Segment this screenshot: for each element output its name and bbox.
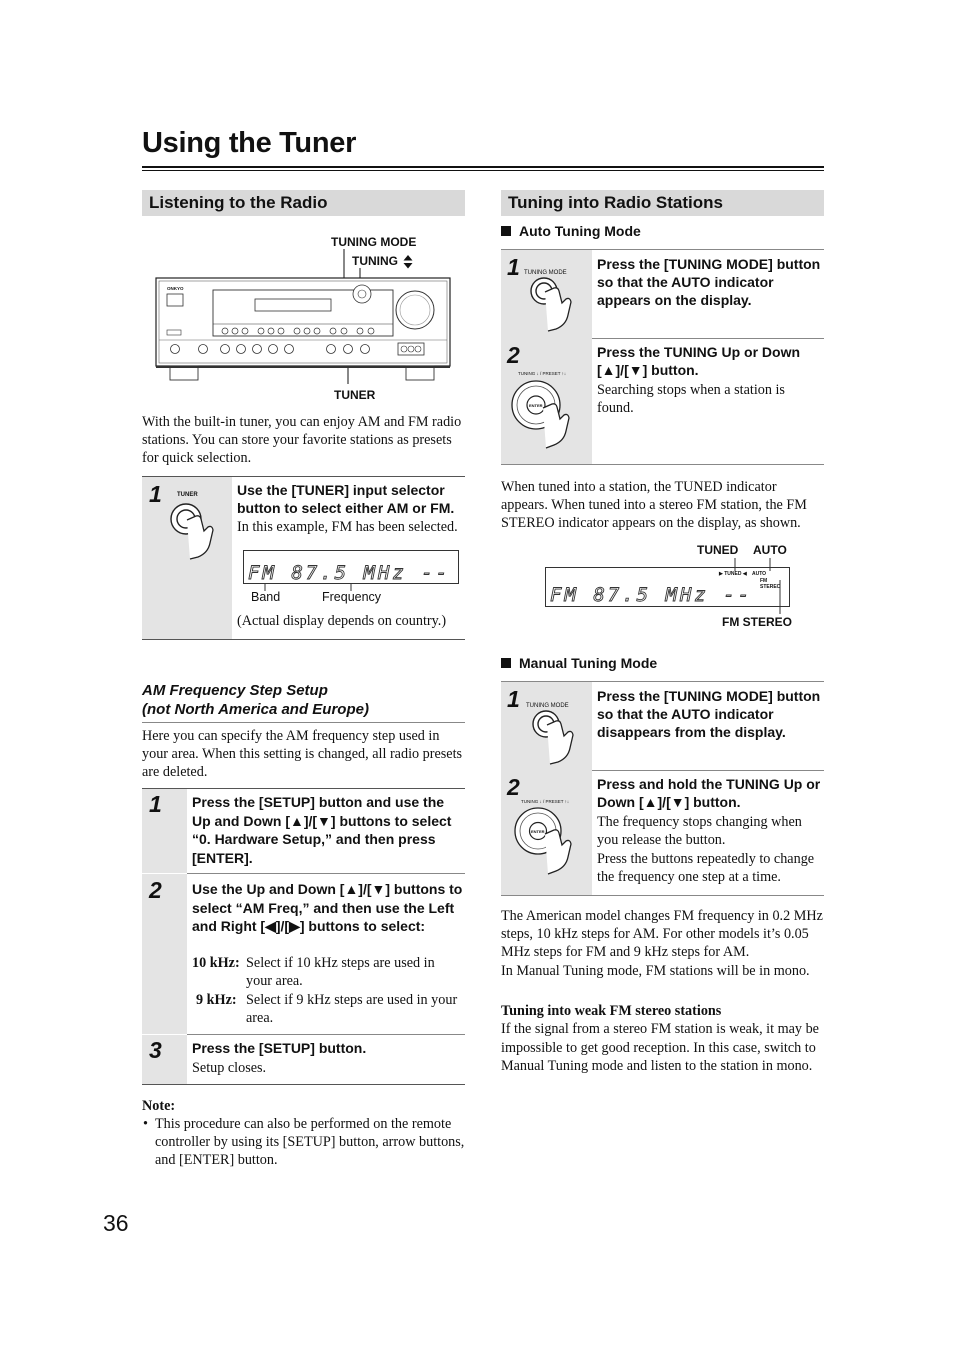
- rule: [142, 788, 465, 789]
- step-number: 3: [149, 1037, 162, 1063]
- title-rule-thin: [142, 170, 824, 171]
- manual-step1-instruction: Press the [TUNING MODE] button so that the AUTO indicator disappears from the display.: [597, 688, 821, 740]
- fm-stereo-label: FM STEREO: [722, 615, 793, 629]
- tuned-label: TUNED: [697, 543, 739, 557]
- band-label: Band: [251, 590, 281, 604]
- manual-tuning-heading: [501, 655, 657, 671]
- auto-step2-instruction: Press the TUNING Up or Down [▲]/[▼] button.: [597, 344, 801, 378]
- step-number: 1: [507, 686, 520, 712]
- step-number: 1: [149, 481, 162, 507]
- hand-press-icon: [168, 501, 230, 561]
- hand-press-icon: [527, 276, 589, 332]
- label-tuning-mode: TUNING MODE: [331, 235, 417, 249]
- label-tuning: TUNING: [352, 254, 398, 268]
- rule: [142, 1084, 465, 1085]
- tuning-mode-icon-label: TUNING MODE: [524, 270, 567, 276]
- manual-step2-instruction: Press and hold the TUNING Up or Down [▲]/[▼] button.: [597, 776, 821, 810]
- rule: [592, 770, 824, 771]
- option-10khz-desc: Select if 10 kHz steps are used in your area.: [246, 955, 435, 989]
- dial-hand-icon: [506, 378, 590, 458]
- bullet: •: [143, 1116, 148, 1132]
- intro-paragraph: With the built-in tuner, you can enjoy AM and FM radio stations. You can store your favorite stations as presets for quick selection.: [142, 414, 462, 466]
- step1-body: In this example, FM has been selected.: [237, 519, 458, 535]
- rule: [142, 722, 465, 723]
- section-listening-radio: Listening to the Radio: [142, 190, 465, 216]
- option-9khz-key: 9 kHz:: [196, 992, 237, 1008]
- hand-press-icon: [529, 709, 591, 765]
- am-step1-instruction: Press the [SETUP] button and use the Up and Down [▲]/[▼] buttons to select “0. Hardware Setup,” and then press [ENTER].: [192, 794, 452, 866]
- manual-tuning-heading-text: Manual Tuning Mode: [519, 655, 658, 671]
- page-title: Using the Tuner: [142, 127, 357, 159]
- indicator-leader-lines: [700, 558, 790, 618]
- dial-hand-icon: [510, 805, 594, 885]
- rule: [187, 873, 465, 874]
- tuned-paragraph: When tuned into a station, the TUNED indicator appears. When tuned into a stereo FM station, the FM STEREO indicator appears on the display, as shown.: [501, 479, 807, 531]
- tuning-preset-icon-label: TUNING ↓ / PRESET ↑↓: [521, 799, 570, 804]
- auto-step2-body: Searching stops when a station is found.: [597, 382, 785, 416]
- svg-text:ENTER: ENTER: [531, 829, 545, 834]
- step1-instruction: Use the [TUNER] input selector button to select either AM or FM.: [237, 482, 455, 516]
- title-rule: [142, 166, 824, 168]
- tuning-preset-icon-label: TUNING ↓ / PRESET ↑↓: [518, 371, 567, 376]
- tuning-mode-icon-label: TUNING MODE: [526, 703, 569, 709]
- auto-tuning-heading: [501, 223, 641, 239]
- note-label: Note:: [142, 1098, 176, 1114]
- manual-step2-body2: Press the buttons repeatedly to change the frequency one step at a time.: [597, 851, 815, 885]
- weak-fm-paragraph: If the signal from a stereo FM station is weak, it may be impossible to get good reception. In this case, switch to Manual Tuning mode and listen to the station in mono.: [501, 1021, 819, 1074]
- rule: [501, 464, 824, 465]
- svg-text:ONKYO: ONKYO: [167, 286, 184, 291]
- indicator-fm-stereo: FM STEREO: [760, 578, 781, 590]
- section-tuning-stations: Tuning into Radio Stations: [501, 190, 824, 216]
- step-number: 1: [149, 791, 162, 817]
- am-heading-line1: AM Frequency Step Setup: [142, 682, 328, 699]
- lcd-display: [243, 550, 459, 584]
- rule: [187, 1034, 465, 1035]
- am-step2-instruction: Use the Up and Down [▲]/[▼] buttons to select “AM Freq,” and then use the Left and Right [◀]/[▶] buttons to select:: [192, 881, 463, 934]
- step-number: 2: [149, 877, 162, 903]
- am-step3-body: Setup closes.: [192, 1060, 267, 1076]
- step-number: 2: [507, 342, 520, 368]
- receiver-drawing: [155, 232, 455, 404]
- tuner-icon-label: TUNER: [177, 492, 198, 498]
- lcd-text: FM 87.5 MHz --: [248, 562, 451, 584]
- lcd2-text: FM 87.5 MHz --: [550, 584, 753, 606]
- am-intro-paragraph: Here you can specify the AM frequency step used in your area. When this setting is changed, all radio presets are deleted.: [142, 728, 463, 780]
- square-bullet-icon: [501, 226, 511, 236]
- step-number: 2: [507, 774, 520, 800]
- auto-label: AUTO: [753, 543, 787, 557]
- page-number: 36: [103, 1210, 129, 1236]
- rule: [592, 338, 824, 339]
- rule: [142, 639, 465, 640]
- am-step3-instruction: Press the [SETUP] button.: [192, 1040, 367, 1056]
- step-number: 1: [507, 254, 520, 280]
- step-icon-cell: [142, 477, 232, 639]
- frequency-label: Frequency: [322, 590, 382, 604]
- indicator-auto: AUTO: [752, 571, 767, 577]
- label-tuner: TUNER: [334, 388, 376, 402]
- auto-tuning-heading-text: Auto Tuning Mode: [519, 223, 641, 239]
- indicator-tuned: ▶ TUNED ◀: [719, 571, 747, 577]
- option-9khz-desc: Select if 9 kHz steps are used in your area.: [246, 992, 458, 1026]
- receiver-figure: [155, 232, 455, 404]
- american-model-paragraph: The American model changes FM frequency in 0.2 MHz steps, 10 kHz steps for AM. For other models it’s 0.05 MHz steps for FM and 9 kHz steps for AM.: [501, 908, 823, 960]
- square-bullet-icon: [501, 658, 511, 668]
- svg-text:ENTER: ENTER: [529, 403, 543, 408]
- am-heading-line2: (not North America and Europe): [142, 701, 369, 718]
- note-text: This procedure can also be performed on the remote controller by using its [SETUP] button, arrow buttons, and [ENTER] button.: [155, 1116, 465, 1168]
- option-10khz-key: 10 kHz:: [192, 955, 240, 971]
- auto-step1-instruction: Press the [TUNING MODE] button so that the AUTO indicator appears on the display.: [597, 256, 821, 308]
- weak-fm-heading: Tuning into weak FM stereo stations: [501, 1003, 722, 1019]
- mono-paragraph: In Manual Tuning mode, FM stations will be in mono.: [501, 963, 810, 979]
- manual-step2-body1: The frequency stops changing when you release the button.: [597, 814, 802, 848]
- rule: [501, 895, 824, 896]
- display-note: (Actual display depends on country.): [237, 613, 447, 629]
